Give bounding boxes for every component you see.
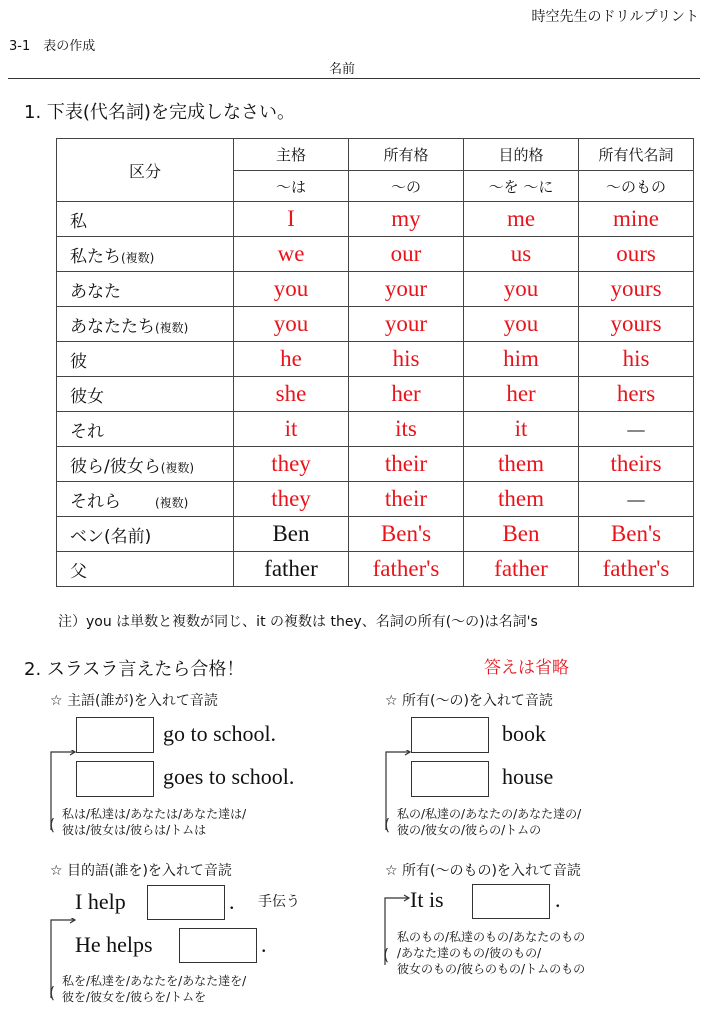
- answer-cell: its: [349, 412, 464, 447]
- answer-cell: me: [464, 202, 579, 237]
- answer-cell: your: [349, 307, 464, 342]
- answer-cell: us: [464, 237, 579, 272]
- row-label-note: (複数): [121, 250, 155, 265]
- subheader-possessive: ～の: [349, 171, 464, 202]
- answer-cell: she: [234, 377, 349, 412]
- row-label: [57, 307, 234, 342]
- answer-cell: our: [349, 237, 464, 272]
- svg-text:(: (: [49, 983, 56, 1002]
- header-possessive-pronoun: 所有代名詞: [579, 139, 694, 171]
- subject-answer-box-1[interactable]: [76, 717, 154, 753]
- header-objective: 目的格: [464, 139, 579, 171]
- table-row: [57, 202, 694, 237]
- row-label-text: 彼ら/彼女ら: [70, 456, 161, 477]
- possessive-pronoun-answer-box[interactable]: [472, 884, 550, 919]
- answer-cell: he: [234, 342, 349, 377]
- row-label-text: 父: [70, 561, 87, 582]
- object-answer-box-2[interactable]: [179, 928, 257, 963]
- row-label-text: 彼: [70, 351, 87, 372]
- answer-omitted-note: 答えは省略: [484, 658, 569, 678]
- table-row: [57, 447, 694, 482]
- table-row: [57, 517, 694, 552]
- header-divider: [8, 78, 700, 79]
- object-line-1-post: .: [229, 889, 235, 914]
- object-line-1-hint: 手伝う: [258, 894, 300, 910]
- answer-cell: their: [349, 447, 464, 482]
- row-label-text: あなたたち: [70, 316, 155, 337]
- answer-cell: hers: [579, 377, 694, 412]
- unit-title: 3-1 表の作成: [9, 39, 96, 54]
- answer-cell: yours: [579, 272, 694, 307]
- svg-text:(: (: [49, 815, 56, 834]
- row-label: [57, 377, 234, 412]
- answer-cell: I: [234, 202, 349, 237]
- answer-cell: your: [349, 272, 464, 307]
- row-label: [57, 272, 234, 307]
- object-hints: 私を/私達を/あなたを/あなた達を/ 彼を/彼女を/彼らを/トムを: [62, 974, 247, 1004]
- answer-cell: you: [234, 272, 349, 307]
- question-2-title: 2. スラスラ言えたら合格！: [24, 659, 245, 680]
- subheader-objective: ～を ～に: [464, 171, 579, 202]
- answer-cell: my: [349, 202, 464, 237]
- answer-cell: we: [234, 237, 349, 272]
- table-note: 注）you は単数と複数が同じ、it の複数は they、名詞の所有(～の)は名詞's: [58, 614, 538, 630]
- row-label: [57, 517, 234, 552]
- row-label-text: それ: [70, 421, 104, 442]
- answer-cell: father: [464, 552, 579, 587]
- object-line-2-pre: He helps: [75, 932, 153, 957]
- possessive-pronoun-line-1-post: .: [555, 887, 561, 912]
- answer-cell: his: [579, 342, 694, 377]
- possessive-pronoun-line-1-pre: It is: [410, 887, 444, 912]
- row-label-text: 彼女: [70, 386, 104, 407]
- answer-cell: father's: [579, 552, 694, 587]
- pronoun-table-body: [57, 202, 694, 587]
- table-row: [57, 552, 694, 587]
- answer-cell: them: [464, 482, 579, 517]
- name-label: 名前: [329, 62, 356, 77]
- row-label-text: あなた: [70, 281, 121, 302]
- row-label: [57, 342, 234, 377]
- row-label-text: それら: [70, 491, 155, 512]
- table-header-row: [57, 139, 694, 171]
- answer-cell: you: [464, 272, 579, 307]
- pronoun-table: [56, 138, 694, 587]
- row-label-note: (複数): [155, 495, 189, 510]
- possessive-pronoun-hints: 私のもの/私達のもの/あなたのもの /あなた達のもの/彼のもの/ 彼女のもの/彼らのもの/トムのもの: [397, 930, 586, 976]
- possessive-answer-box-1[interactable]: [411, 717, 489, 753]
- answer-cell: ours: [579, 237, 694, 272]
- header-nominative: 主格: [234, 139, 349, 171]
- answer-cell: they: [234, 447, 349, 482]
- answer-cell: their: [349, 482, 464, 517]
- row-label: [57, 447, 234, 482]
- row-label-text: 私: [70, 211, 87, 232]
- question-1-title: 1. 下表(代名詞)を完成しなさい。: [24, 102, 295, 123]
- answer-cell: theirs: [579, 447, 694, 482]
- possessive-hints: 私の/私達の/あなたの/あなた達の/ 彼の/彼女の/彼らの/トムの: [397, 807, 582, 837]
- given-cell: －: [579, 482, 694, 517]
- table-row: [57, 377, 694, 412]
- object-answer-box-1[interactable]: [147, 885, 225, 920]
- answer-cell: it: [464, 412, 579, 447]
- subject-line-2: goes to school.: [163, 764, 295, 789]
- brand-title: 時空先生のドリルプリント: [531, 9, 699, 25]
- subject-answer-box-2[interactable]: [76, 761, 154, 797]
- answer-cell: father's: [349, 552, 464, 587]
- possessive-line-1: book: [502, 721, 546, 746]
- object-line-1-pre: I help: [75, 889, 126, 914]
- given-cell: －: [579, 412, 694, 447]
- table-row: [57, 342, 694, 377]
- subject-hints: 私は/私達は/あなたは/あなた達は/ 彼は/彼女は/彼らは/トムは: [62, 807, 247, 837]
- possessive-answer-box-2[interactable]: [411, 761, 489, 797]
- answer-cell: they: [234, 482, 349, 517]
- row-label: [57, 412, 234, 447]
- answer-cell: Ben's: [349, 517, 464, 552]
- answer-cell: her: [464, 377, 579, 412]
- answer-cell: you: [464, 307, 579, 342]
- table-row: [57, 237, 694, 272]
- table-row: [57, 482, 694, 517]
- answer-cell: Ben's: [579, 517, 694, 552]
- answer-cell: them: [464, 447, 579, 482]
- row-label: [57, 237, 234, 272]
- row-label-note: (複数): [160, 460, 195, 475]
- answer-cell: Ben: [464, 517, 579, 552]
- header-possessive: 所有格: [349, 139, 464, 171]
- subject-line-1: go to school.: [163, 721, 277, 746]
- answer-cell: his: [349, 342, 464, 377]
- possessive-pronoun-heading: ☆ 所有(～のもの)を入れて音読: [385, 863, 581, 879]
- header-kubun: 区分: [57, 139, 234, 202]
- row-label-note: (複数): [155, 320, 189, 335]
- object-heading: ☆ 目的語(誰を)を入れて音読: [50, 863, 232, 879]
- possessive-heading: ☆ 所有(～の)を入れて音読: [385, 693, 553, 709]
- given-cell: father: [234, 552, 349, 587]
- subheader-nominative: ～は: [234, 171, 349, 202]
- object-line-2-post: .: [261, 932, 267, 957]
- row-label: [57, 202, 234, 237]
- subheader-possessive-pronoun: ～のもの: [579, 171, 694, 202]
- answer-cell: yours: [579, 307, 694, 342]
- svg-text:(: (: [383, 945, 390, 964]
- possessive-line-2: house: [502, 764, 554, 789]
- subject-heading: ☆ 主語(誰が)を入れて音読: [50, 693, 218, 709]
- answer-cell: mine: [579, 202, 694, 237]
- answer-cell: him: [464, 342, 579, 377]
- table-row: [57, 307, 694, 342]
- answer-cell: you: [234, 307, 349, 342]
- row-label-text: ベン(名前): [70, 526, 152, 547]
- table-row: [57, 272, 694, 307]
- row-label-text: 私たち: [70, 246, 121, 267]
- svg-text:(: (: [384, 815, 391, 834]
- row-label: [57, 482, 234, 517]
- answer-cell: it: [234, 412, 349, 447]
- given-cell: Ben: [234, 517, 349, 552]
- answer-cell: her: [349, 377, 464, 412]
- table-row: [57, 412, 694, 447]
- row-label: [57, 552, 234, 587]
